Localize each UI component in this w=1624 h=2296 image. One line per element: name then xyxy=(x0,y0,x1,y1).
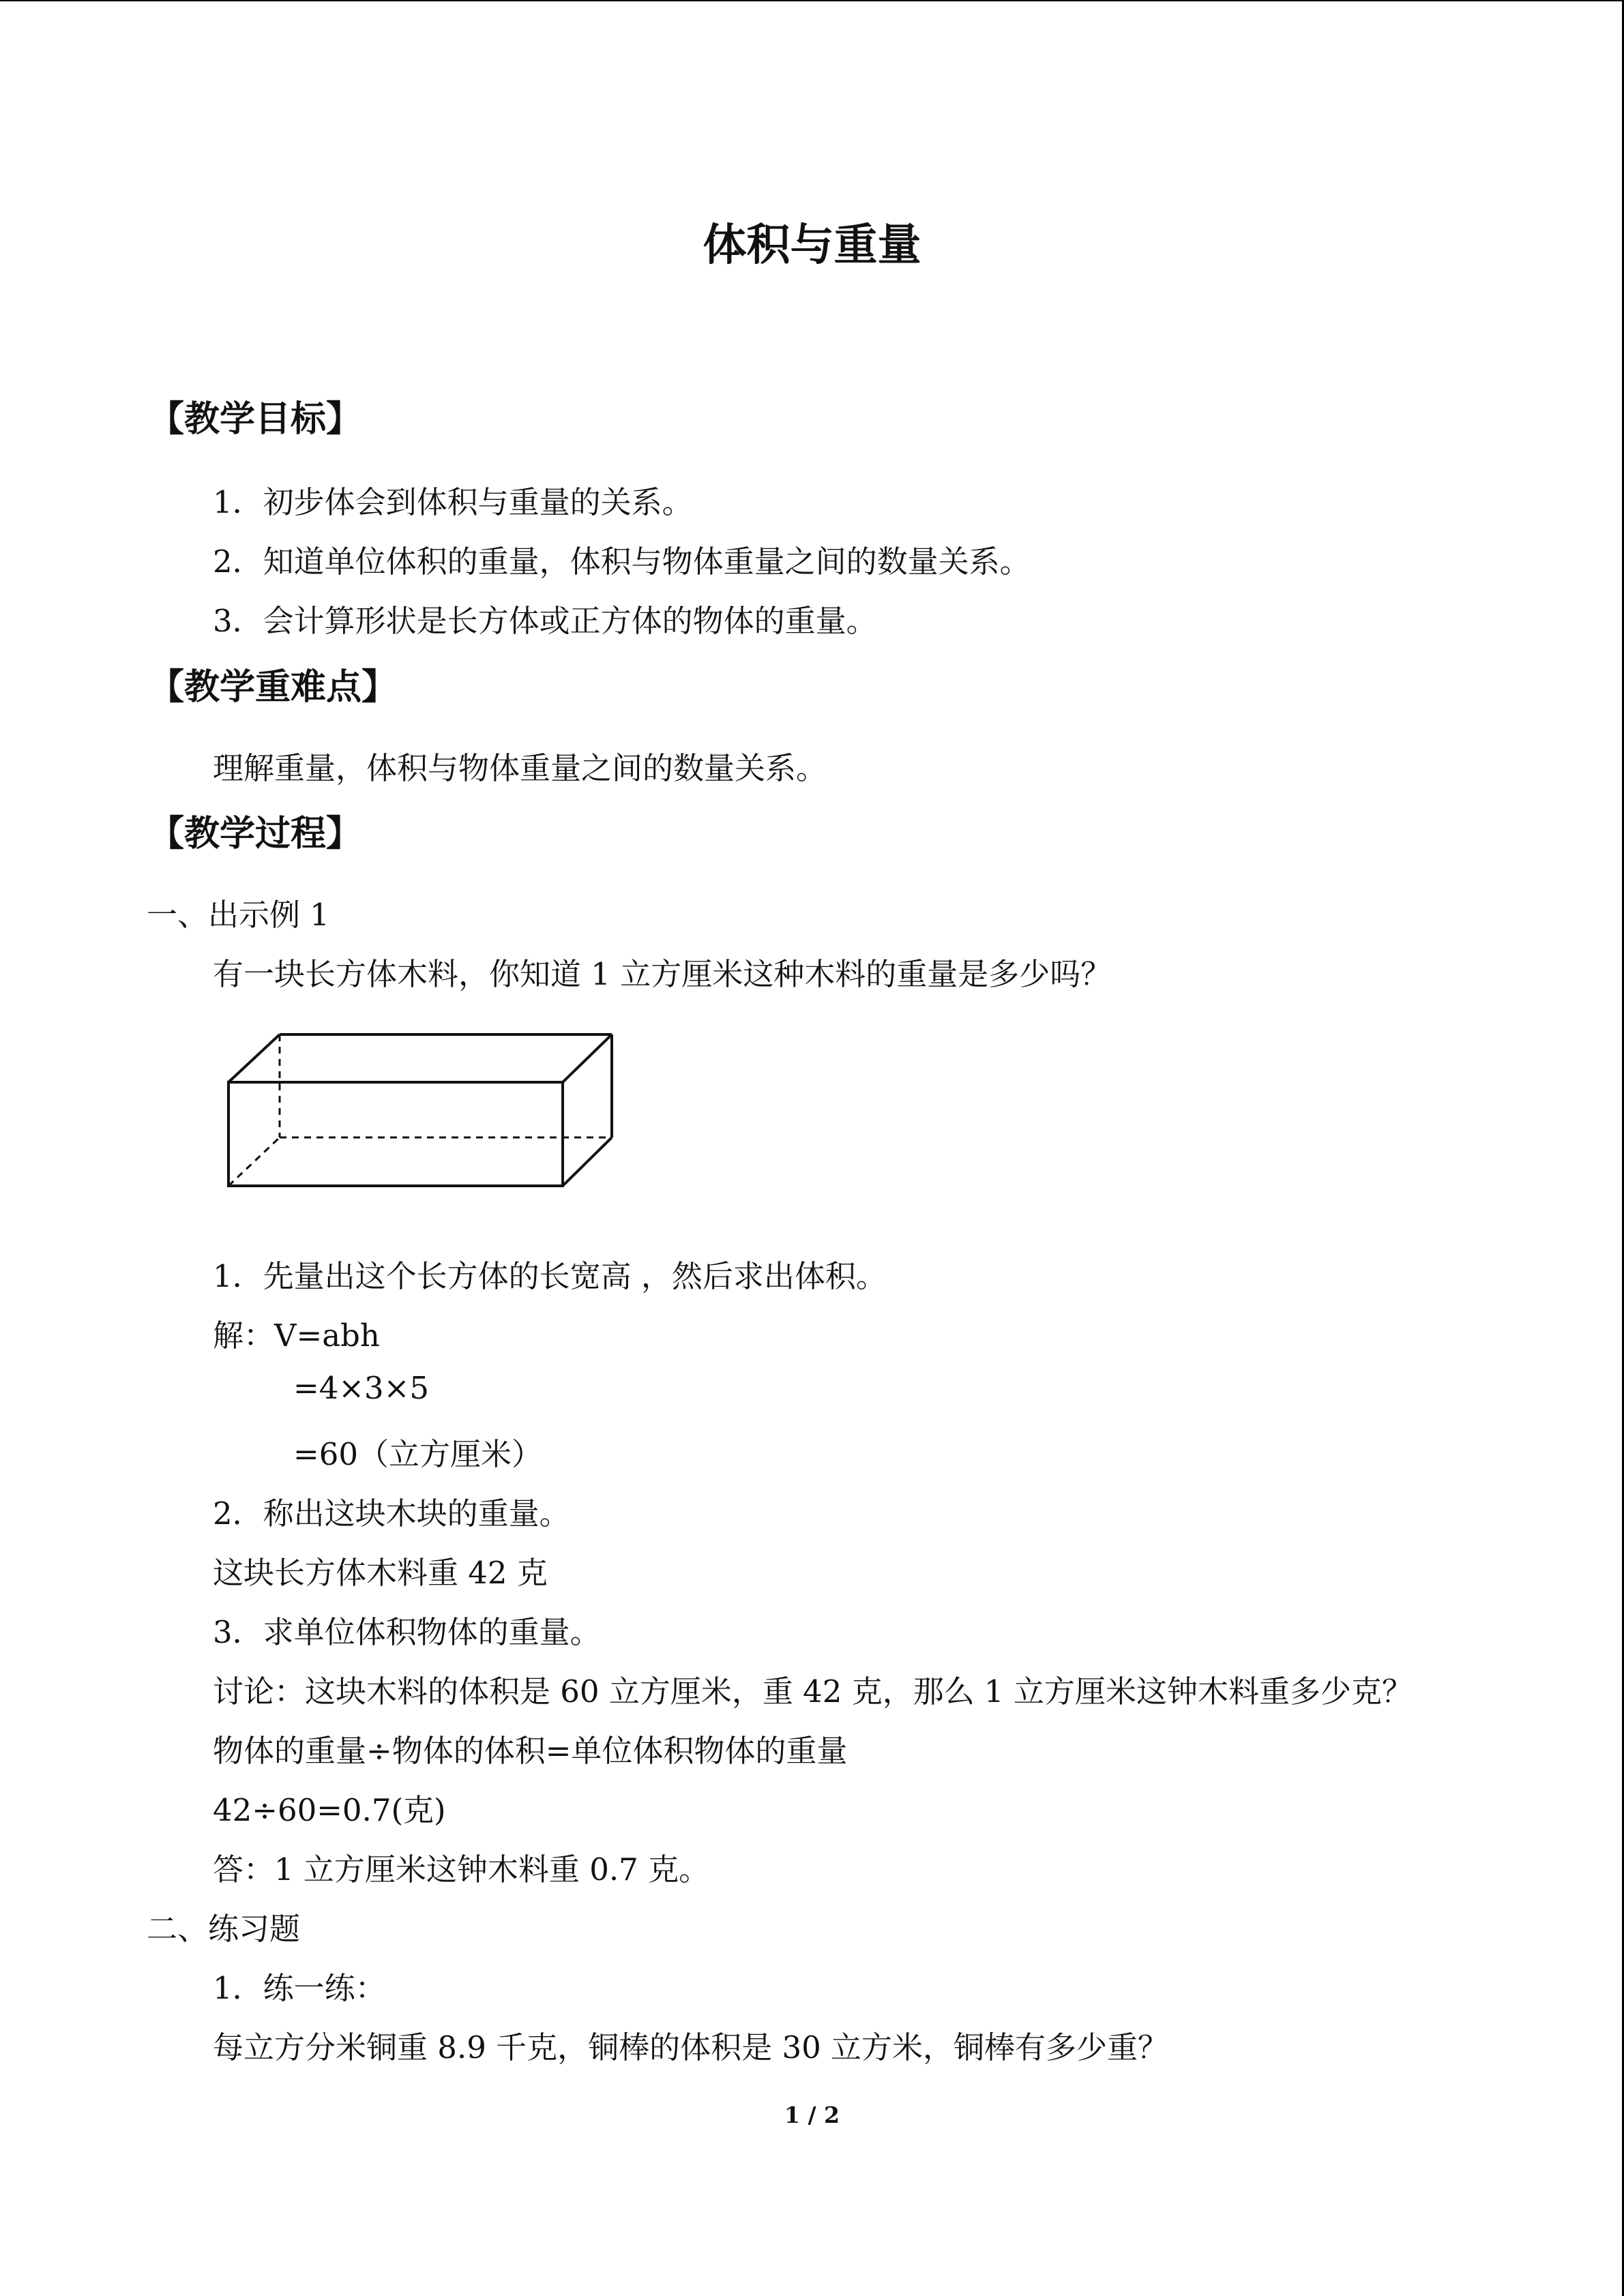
calculation-line-3: 42÷60=0.7(克) xyxy=(213,1792,446,1828)
step1-text: 1．先量出这个长方体的长宽高 ，然后求出体积。 xyxy=(213,1258,887,1294)
part1-title: 一、出示例 1 xyxy=(147,897,329,933)
calculation-line-2: =60（立方厘米） xyxy=(293,1436,542,1472)
step3-text: 3．求单位体积物体的重量。 xyxy=(213,1614,601,1650)
goal-item-1: 1．初步体会到体积与重量的关系。 xyxy=(213,484,693,520)
answer-text: 答：1 立方厘米这钟木料重 0.7 克。 xyxy=(213,1851,710,1888)
key-point-text: 理解重量，体积与物体重量之间的数量关系。 xyxy=(213,750,827,786)
section-heading-goals: 【教学目标】 xyxy=(149,398,362,440)
practice-question: 每立方分米铜重 8.9 千克，铜棒的体积是 30 立方米，铜棒有多少重？ xyxy=(213,2029,1169,2066)
part1-question: 有一块长方体木料，你知道 1 立方厘米这种木料的重量是多少吗？ xyxy=(213,956,1112,992)
cuboid-edge xyxy=(563,1034,612,1082)
cuboid-edge xyxy=(563,1137,612,1186)
calculation-line-1: =4×3×5 xyxy=(293,1370,430,1406)
section-heading-process: 【教学过程】 xyxy=(149,813,362,854)
step2-text: 2．称出这块木块的重量。 xyxy=(213,1495,570,1532)
weight-text: 这块长方体木料重 42 克 xyxy=(213,1555,548,1591)
solution-label: 解：V=abh xyxy=(213,1317,380,1354)
page-number: 1 / 2 xyxy=(784,2102,840,2128)
part2-title: 二、练习题 xyxy=(147,1911,301,1947)
goal-item-2: 2．知道单位体积的重量，体积与物体重量之间的数量关系。 xyxy=(213,543,1031,580)
discussion-text: 讨论：这块木料的体积是 60 立方厘米，重 42 克，那么 1 立方厘米这钟木料重多少克？ xyxy=(213,1673,1413,1710)
cuboid-hidden-edge xyxy=(228,1137,280,1186)
formula-text: 物体的重量÷物体的体积=单位体积物体的重量 xyxy=(213,1733,848,1769)
cuboid-diagram xyxy=(222,1026,617,1193)
practice-label: 1．练一练： xyxy=(213,1970,386,2006)
page-border-top xyxy=(0,0,1624,1)
page-title: 体积与重量 xyxy=(703,220,921,271)
section-heading-key-points: 【教学重难点】 xyxy=(149,666,398,708)
cuboid-edge xyxy=(228,1034,280,1082)
goal-item-3: 3．会计算形状是长方体或正方体的物体的重量。 xyxy=(213,603,877,639)
